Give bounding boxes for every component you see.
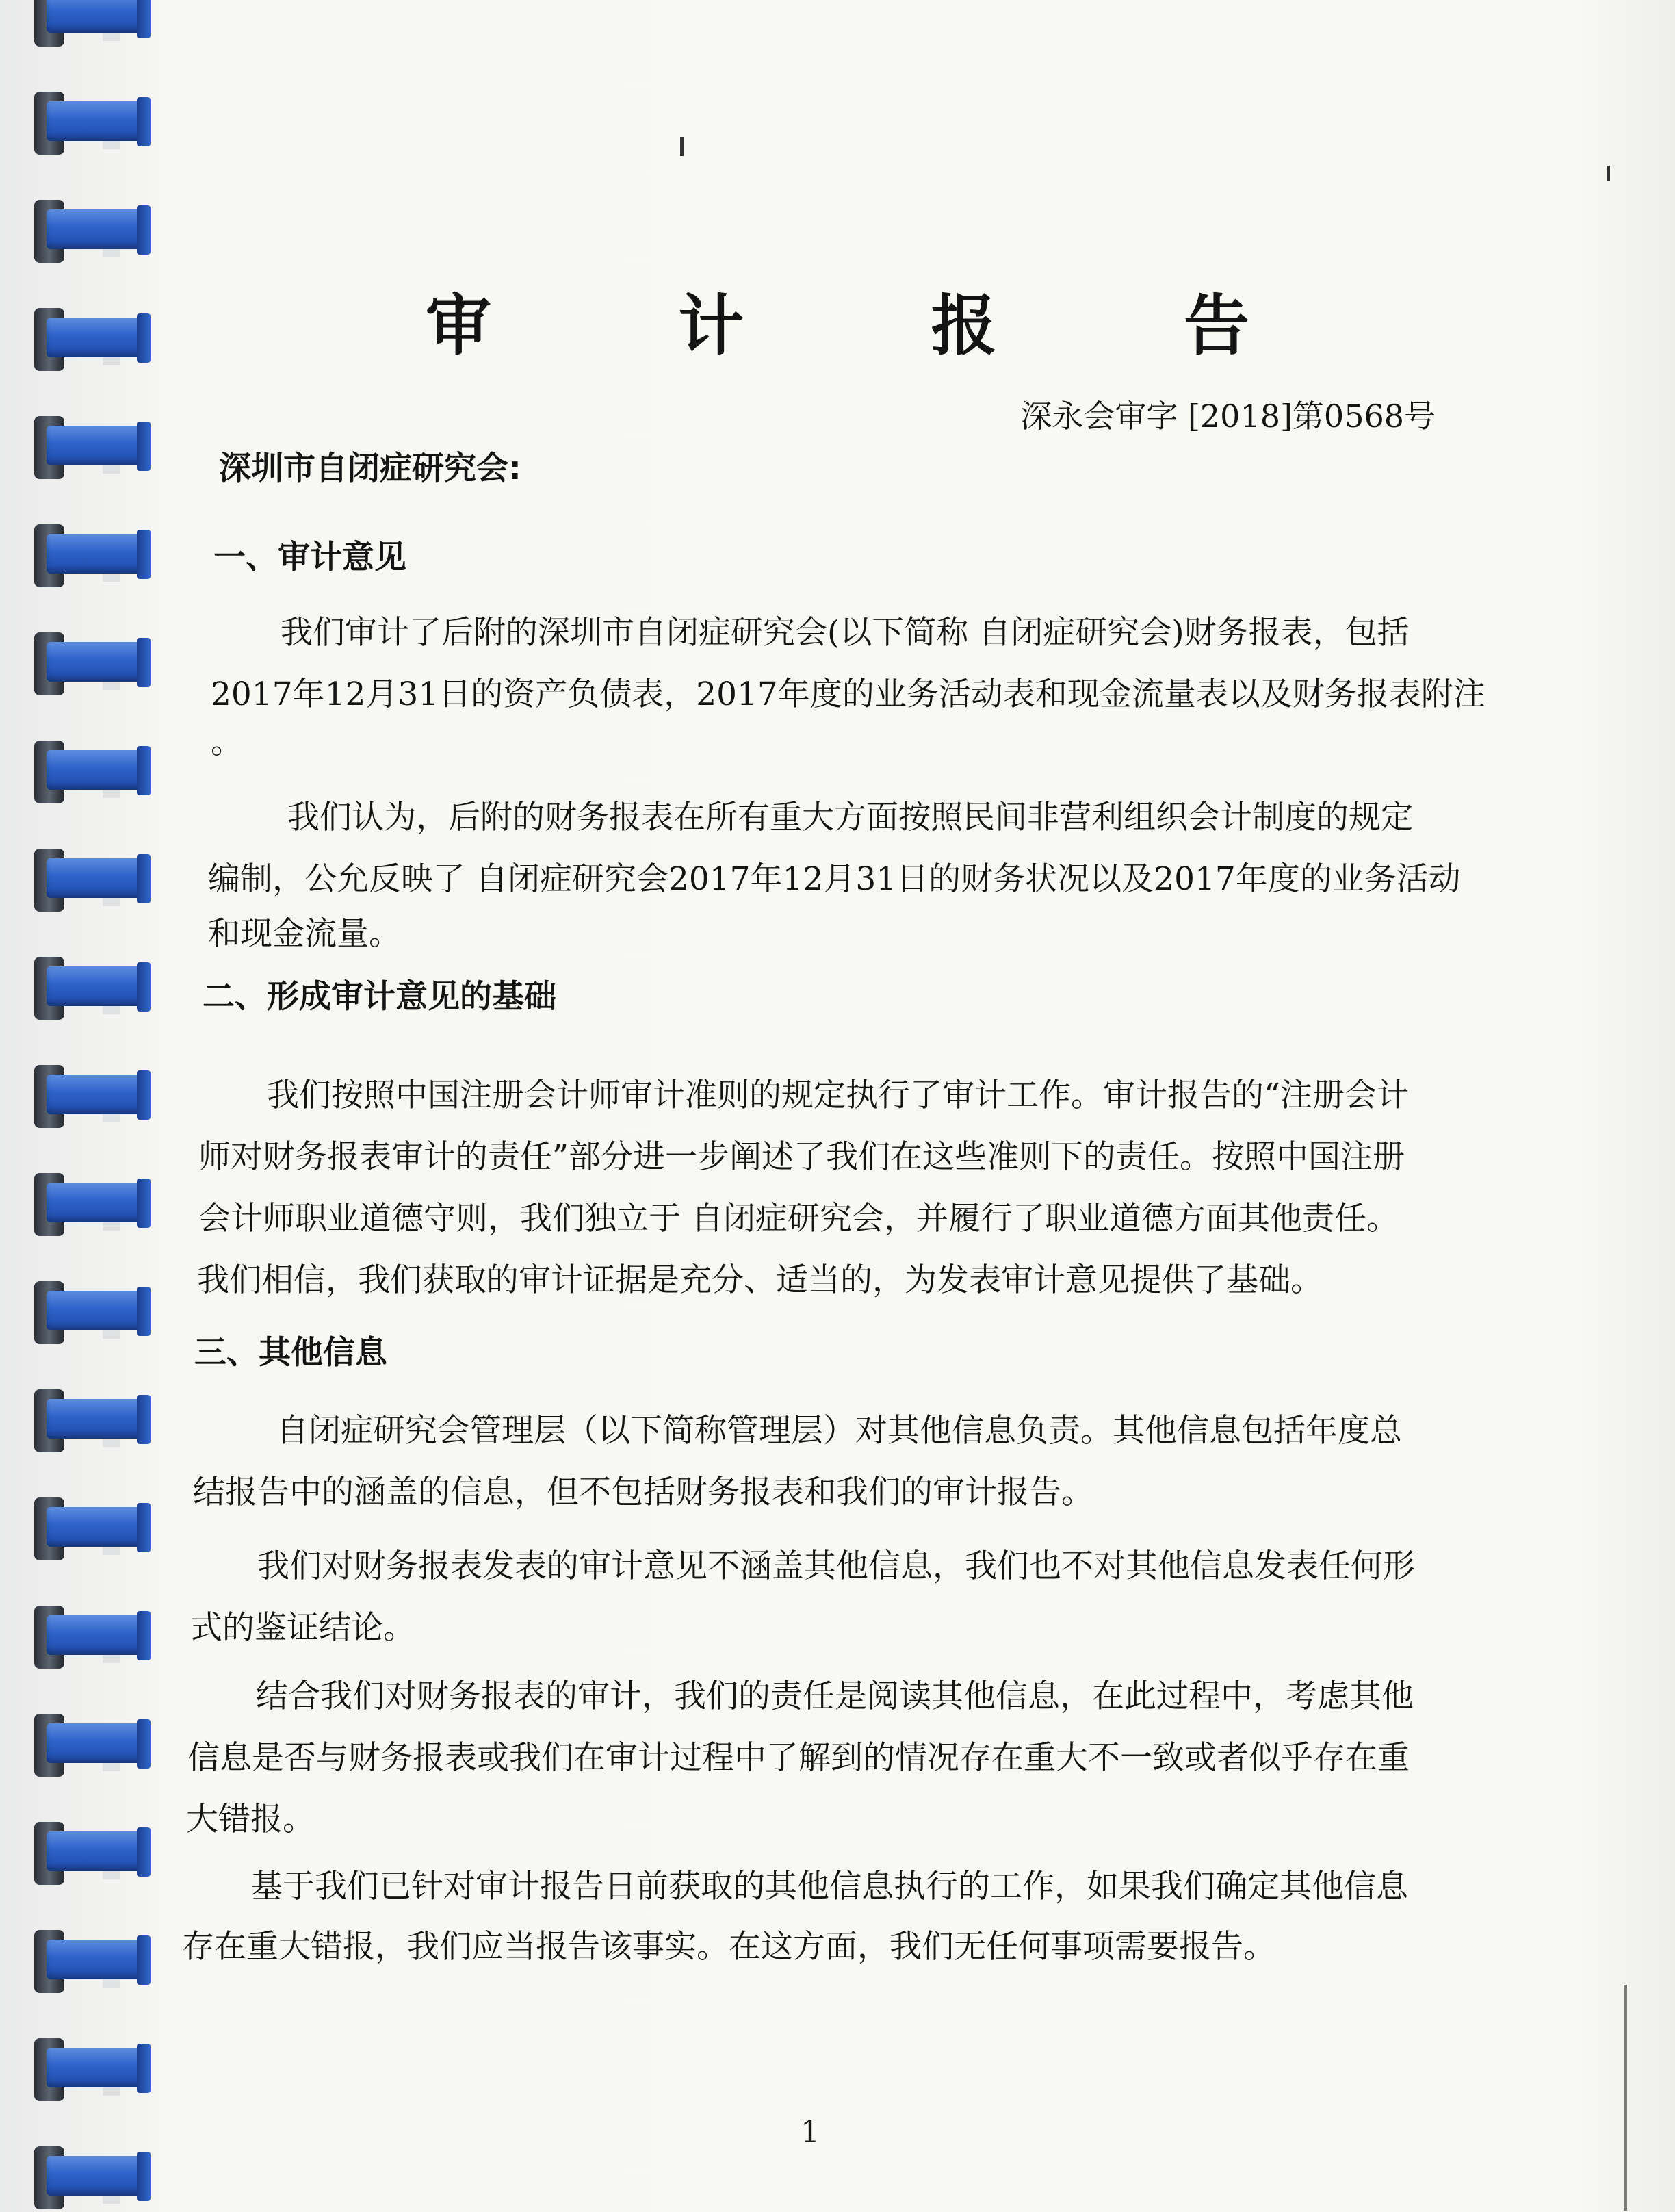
paragraph-line: 大错报。 <box>186 1801 315 1838</box>
paragraph-line: 和现金流量。 <box>208 915 401 953</box>
section-heading: 二、形成审计意见的基础 <box>203 978 556 1016</box>
paragraph-line: 我们对财务报表发表的审计意见不涵盖其他信息，我们也不对其他信息发表任何形 <box>257 1547 1415 1585</box>
binding-ring <box>27 0 151 48</box>
paragraph-line: 信息是否与财务报表或我们在审计过程中了解到的情况存在重大不一致或者似乎存在重 <box>187 1739 1410 1777</box>
paragraph-line: 存在重大错报，我们应当报告该事实。在这方面，我们无任何事项需要报告。 <box>182 1928 1275 1966</box>
paragraph-line: 我们审计了后附的深圳市自闭症研究会(以下简称 自闭症研究会)财务报表，包括 <box>281 614 1410 652</box>
scan-edge-line <box>1624 1985 1627 2211</box>
paragraph-line: 式的鉴证结论。 <box>190 1609 415 1647</box>
paragraph-line: 2017年12月31日的资产负债表，2017年度的业务活动表和现金流量表以及财务报表附注 <box>211 676 1485 713</box>
scan-speck <box>680 137 684 156</box>
paragraph-line: 我们相信，我们获取的审计证据是充分、适当的，为发表审计意见提供了基础。 <box>197 1261 1323 1299</box>
binding-ring <box>27 845 151 913</box>
addressee: 深圳市自闭症研究会: <box>219 450 521 487</box>
binding-ring <box>27 2034 151 2102</box>
binding-ring <box>27 1493 151 1562</box>
scan-speck <box>1607 166 1610 181</box>
paragraph-line: 结合我们对财务报表的审计，我们的责任是阅读其他信息，在此过程中，考虑其他 <box>256 1677 1414 1715</box>
section-heading: 一、审计意见 <box>213 539 406 576</box>
binding-ring <box>27 736 151 805</box>
binding-ring <box>27 1061 151 1129</box>
binding-ring <box>27 1277 151 1346</box>
binding-ring <box>27 196 151 264</box>
paragraph-line: 我们认为，后附的财务报表在所有重大方面按照民间非营利组织会计制度的规定 <box>287 799 1413 836</box>
binding-ring <box>27 88 151 156</box>
section-heading: 三、其他信息 <box>194 1334 387 1372</box>
reference-number: 深永会审字 [2018]第0568号 <box>1020 398 1436 435</box>
paragraph-line: 师对财务报表审计的责任”部分进一步阐述了我们在这些准则下的责任。按照中国注册 <box>198 1138 1405 1176</box>
binding-ring <box>27 1710 151 1778</box>
binding-ring <box>27 1169 151 1237</box>
binding-ring <box>27 953 151 1021</box>
binding-ring <box>27 412 151 480</box>
paragraph-line: 结报告中的涵盖的信息，但不包括财务报表和我们的审计报告。 <box>193 1474 1093 1511</box>
paragraph-line: 会计师职业道德守则，我们独立于 自闭症研究会，并履行了职业道德方面其他责任。 <box>198 1200 1399 1237</box>
binding-ring <box>27 628 151 697</box>
binding-ring <box>27 1926 151 1994</box>
binding-ring <box>27 520 151 589</box>
binding-ring <box>27 1602 151 1670</box>
paragraph-line: 自闭症研究会管理层（以下简称管理层）对其他信息负责。其他信息包括年度总 <box>276 1412 1402 1450</box>
paragraph-line: 。 <box>211 723 243 761</box>
binding-ring <box>27 2142 151 2211</box>
report-title: 审 计 报 告 <box>425 287 1332 364</box>
paragraph-line: 基于我们已针对审计报告日前获取的其他信息执行的工作，如果我们确定其他信息 <box>250 1868 1408 1905</box>
binding-ring <box>27 1818 151 1886</box>
paragraph-line: 编制，公允反映了 自闭症研究会2017年12月31日的财务状况以及2017年度的业务活动 <box>208 860 1461 898</box>
page-number: 1 <box>801 2115 820 2150</box>
paragraph-line: 我们按照中国注册会计师审计准则的规定执行了审计工作。审计报告的“注册会计 <box>267 1077 1410 1114</box>
binding-ring <box>27 1385 151 1454</box>
